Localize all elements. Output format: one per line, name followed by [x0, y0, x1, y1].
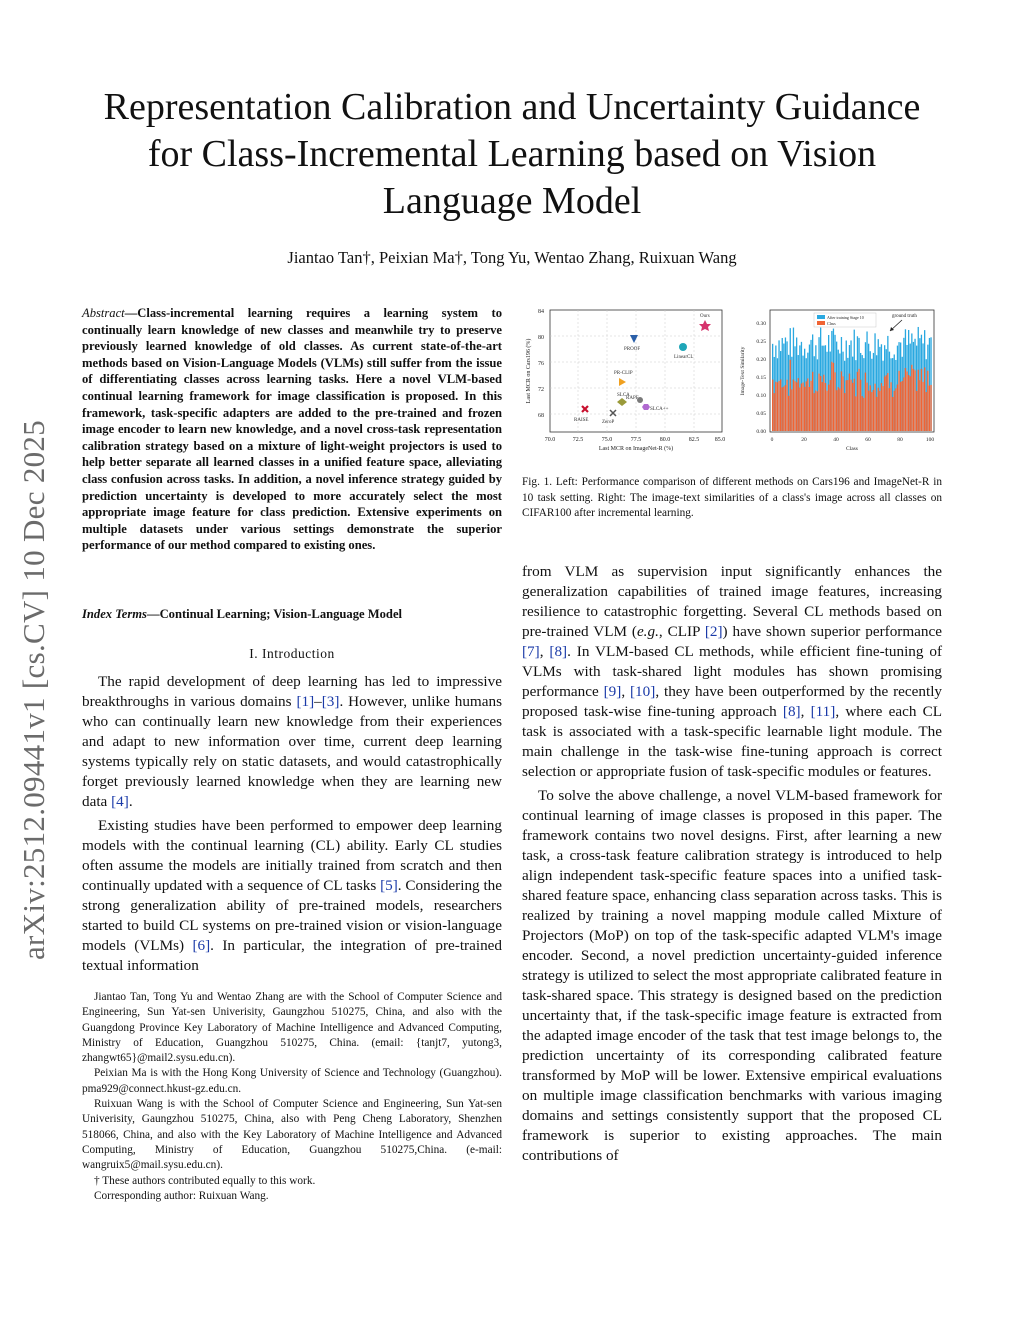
bar-class — [812, 372, 813, 431]
bar-class — [930, 385, 931, 431]
bar-class — [886, 375, 887, 431]
bar-class — [892, 397, 893, 431]
citation-link[interactable]: [10] — [630, 683, 656, 700]
bar-class — [785, 385, 786, 431]
bar-class — [863, 398, 864, 431]
x-tick: 75.0 — [601, 437, 613, 443]
point-label: SLCA — [617, 393, 630, 398]
y-tick: 80 — [538, 335, 544, 341]
legend-swatch — [817, 321, 825, 325]
y-tick: 76 — [538, 361, 544, 367]
bar-class — [790, 360, 791, 431]
bar-class — [836, 390, 837, 431]
figure-1 — [522, 300, 942, 460]
bar-class — [926, 392, 927, 431]
arxiv-stamp: arXiv:2512.09441v1 [cs.CV] 10 Dec 2025 — [16, 419, 51, 960]
bar-class — [927, 371, 928, 431]
bar-class — [897, 385, 898, 431]
bar-class — [905, 368, 906, 431]
bar-class — [914, 370, 915, 431]
bar-panel — [740, 310, 934, 452]
citation-link[interactable]: [6] — [192, 937, 211, 954]
bar-class — [831, 362, 832, 431]
bar-class — [854, 379, 855, 431]
point-label: PROOF — [624, 347, 641, 352]
bar-class — [918, 370, 919, 431]
citation-link[interactable]: [3] — [321, 693, 340, 710]
y-axis-label: Last MCR on Cars196 (%) — [526, 338, 532, 404]
bar-class — [898, 371, 899, 431]
author-list: Jiantao Tan†, Peixian Ma†, Tong Yu, Wentao Zhang, Ruixuan Wang — [287, 248, 737, 267]
y-tick: 0.30 — [756, 321, 766, 327]
citation-link[interactable]: [5] — [380, 877, 398, 894]
bar-class — [881, 383, 882, 431]
bar-class — [900, 382, 901, 431]
bar-class — [842, 376, 843, 431]
x-axis-label: Class — [846, 446, 858, 452]
bar-class — [833, 363, 834, 431]
bar-class — [903, 377, 904, 431]
x-tick: 85.0 — [714, 437, 726, 443]
legend-swatch — [817, 315, 825, 319]
citation-link[interactable]: [8] — [549, 643, 568, 660]
bar-class — [857, 372, 858, 431]
x-tick: 80.0 — [659, 437, 671, 443]
x-axis-label: Last MCR on ImageNet-R (%) — [598, 446, 674, 452]
bar-class — [815, 390, 816, 431]
bar-class — [871, 392, 872, 431]
y-tick: 0.10 — [756, 393, 766, 399]
index-terms-text: —Continual Learning; Vision-Language Model — [146, 607, 403, 621]
bar-class — [906, 371, 907, 431]
x-tick: 60 — [865, 437, 871, 443]
bar-class — [868, 391, 869, 431]
y-tick: 84 — [538, 309, 544, 315]
bar-class — [834, 372, 835, 431]
citation-link[interactable]: [9] — [603, 683, 622, 700]
bar-class — [924, 367, 925, 431]
bar-class — [788, 396, 789, 431]
paragraph: from VLM as supervision input significantly enhances the generalization capabilities of trained image features, increasing resilience to catastrophic forgetting. Several CL methods based on pre-trained VLM (e.g., CLIP [2]) have shown superior performance [7], [8]. In VLM-based CL methods, while efficient fine-tuning of VLMs with task-shared light modules has shown promising performance [9], [10], they have been outperformed by the recently proposed task-wise fine-tuning approach [8], [11], where each CL task is associated with a task-specific learnable light module. The main challenge in the task-wise fine-tuning approach is correct selection or appropriate fusion of task-specific modules or features. — [522, 563, 943, 780]
bar-class — [844, 393, 845, 431]
y-axis-label: Image-Text Similarity — [740, 346, 746, 396]
abstract-text: —Class-incremental learning requires a learning system to continually learn knowledge of new classes and meanwhile try to preserve previously learned knowledge of old classes. As current state-of-the-art methods based on Vision-Language Models (VLMs) still suffer from the issue of differentiating classes across learning tasks. Here a novel VLM-based continual learning framework for image classification is proposed. In this framework, task-specific adapters are added to the pre-trained and frozen image encoder to learn new knowledge, and a novel cross-task representation calibration strategy based on a mixture of light-weight projectors is used to help better separate all learned classes in a unified feature space, alleviating class confusion across tasks. In addition, a novel inference strategy guided by prediction uncertainty is developed to more accurately select the most appropriate image feature for class prediction. Extensive experiments on multiple datasets under various settings demonstrate the superior performance of our method compared to existing ones. — [82, 306, 502, 553]
bar-class — [884, 377, 885, 431]
bar-class — [807, 378, 808, 431]
bar-class — [780, 379, 781, 431]
bar-class — [908, 375, 909, 431]
point-label: SLCA++ — [650, 407, 669, 412]
bar-class — [822, 382, 823, 431]
scatter-panel — [525, 309, 725, 452]
paper-title: Representation Calibration and Uncertainty Guidance for Class-Incremental Learning based on Vision Language Model — [103, 86, 921, 222]
y-tick: 68 — [538, 413, 544, 419]
bar-class — [782, 387, 783, 431]
point-label: RAISE — [574, 418, 589, 423]
bar-class — [882, 386, 883, 431]
point-label: LinearCL — [674, 355, 694, 360]
footnotes — [82, 990, 502, 1204]
bar-class — [913, 369, 914, 431]
bar-class — [774, 393, 775, 431]
bar-class — [806, 381, 807, 431]
bar-class — [887, 373, 888, 431]
abstract-label: Abstract — [82, 306, 125, 320]
bar-class — [878, 388, 879, 431]
legend-label: Class — [827, 321, 836, 326]
citation-link[interactable]: [11] — [810, 703, 836, 720]
y-tick: 0.25 — [756, 339, 766, 345]
bar-class — [911, 365, 912, 431]
footnote: Corresponding author: Ruixuan Wang. — [94, 1189, 269, 1202]
bar-class — [778, 381, 779, 431]
figure-caption: Fig. 1. Left: Performance comparison of different methods on Cars196 and ImageNet-R in 10 task setting. Right: The image-text similarities of a class's image across all classes on CIFAR100 after incremental learning. — [522, 476, 942, 519]
bar-class — [814, 393, 815, 431]
x-tick: 70.0 — [544, 437, 556, 443]
paragraph: The rapid development of deep learning has led to impressive breakthroughs in various domains [1]–[3]. However, unlike humans who can continually learn new knowledge from their experiences and adapt to new information over time, current deep learning systems typically rely on static datasets, and would catastrophically forget previously learned knowledge when they are learning new data [4]. — [82, 673, 502, 810]
bar-class — [852, 383, 853, 431]
bar-class — [847, 380, 848, 431]
point-label: RAPF — [626, 396, 639, 401]
bar-class — [791, 389, 792, 431]
bar-class — [838, 387, 839, 431]
bar-class — [786, 380, 787, 431]
x-tick: 82.5 — [688, 437, 700, 443]
bar-class — [902, 381, 903, 431]
bar-class — [828, 385, 829, 431]
bar-class — [922, 382, 923, 431]
section-heading: I. Introduction — [249, 646, 335, 661]
bar-class — [817, 391, 818, 431]
bar-class — [919, 380, 920, 431]
footnote: Peixian Ma is with the Hong Kong University of Science and Technology (Guangzhou). pma929@connect.hkust-gz.edu.cn. — [82, 1067, 502, 1095]
bar-class — [849, 374, 850, 431]
footnote: † These authors contributed equally to this work. — [94, 1174, 316, 1187]
bar-class — [801, 384, 802, 431]
bar-class — [866, 383, 867, 431]
bar-class — [895, 388, 896, 431]
point-label: ZeroP — [602, 420, 615, 425]
bar-class — [793, 380, 794, 431]
x-tick: 40 — [833, 437, 839, 443]
bar-class — [874, 384, 875, 431]
point-label: PR-CLIP — [614, 371, 633, 376]
bar-class — [772, 380, 773, 431]
bar-class — [796, 382, 797, 431]
footnote: Jiantao Tan, Tong Yu and Wentao Zhang are with the School of Computer Science and Engineering, Sun Yat-sen Univerisity, Gaungzhou 510275, China, and also with the Guangdong Province Key Laboratory of Machine Intelligence and Advanced Computing, Ministry of Education, Guangzhou 510275, China. (email: {tanjt7, yutong3, zhangwt65}@mail2.sysu.edu.cn). — [82, 991, 502, 1065]
bar-class — [798, 378, 799, 431]
x-tick: 80 — [897, 437, 903, 443]
bar-class — [783, 387, 784, 431]
bar-class — [889, 388, 890, 431]
abstract — [82, 305, 502, 554]
bar-class — [916, 391, 917, 431]
intro-text — [82, 672, 502, 976]
bar-class — [823, 375, 824, 431]
bar-class — [865, 373, 866, 431]
index-terms — [82, 606, 502, 623]
y-tick: 0.20 — [756, 357, 766, 363]
point-marker — [679, 343, 687, 351]
bar-class — [858, 369, 859, 431]
bar-class — [921, 369, 922, 431]
index-terms-label: Index Terms — [82, 607, 147, 621]
bar-class — [799, 388, 800, 431]
bar-class — [794, 381, 795, 431]
paragraph: To solve the above challenge, a novel VLM-based framework for continual learning of image classes is proposed in this paper. The framework contains two novel designs. First, after learning a new task, a cross-task feature calibration strategy is introduced to help align independent task-specific feature spaces into a unified task-shared feature space, enhancing class separation across tasks. This is realized by training a novel mapping module called Mixture of Projectors (MoP) on top of the task-specific adapted VLM's image encoder. Second, a novel prediction uncertainty-guided inference strategy is utilized to select the most appropriate calibrated feature in task-shared space. This strategy is designed based on the prediction uncertainty that, if the task-specific image feature is extracted from the adapted image encoder of the task that test image belongs to, the prediction uncertainty of its corresponding calibrated feature transformed by MoP will be lower. Extensive empirical evaluations on multiple image classification benchmarks with various imaging domains and settings consistently support that the proposed CL framework is superior to existing approaches. The main contributions of — [522, 787, 942, 1164]
bar-class — [862, 396, 863, 431]
bar-class — [876, 397, 877, 431]
bar-class — [802, 383, 803, 431]
bar-class — [839, 388, 840, 431]
x-tick: 72.5 — [572, 437, 584, 443]
bar-class — [826, 391, 827, 431]
x-tick: 20 — [801, 437, 807, 443]
bar-class — [873, 390, 874, 431]
y-tick: 0.05 — [756, 411, 766, 417]
x-tick: 0 — [770, 437, 774, 443]
citation-link[interactable]: [4] — [111, 793, 129, 810]
bar-class — [855, 396, 856, 431]
point-label: Ours — [700, 314, 710, 319]
bar-class — [804, 387, 805, 431]
legend-label: After training Stage 10 — [827, 315, 864, 320]
bar-class — [850, 380, 851, 431]
ground-truth-annotation: ground truth — [892, 314, 917, 319]
bar-class — [809, 387, 810, 431]
bar-class — [929, 386, 930, 431]
bar-class — [910, 376, 911, 431]
bar-class — [879, 391, 880, 431]
citation-link[interactable]: [8] — [782, 703, 801, 720]
footnote: Ruixuan Wang is with the School of Computer Science and Engineering, Sun Yat-sen Univerisity, Gaungzhou 510275, China, also with Peng Cheng Laboratory, Shenzhen 518066, China, and also with the Key Laboratory of Machine Intelligence and Advanced Computing, Ministry of Education, Guangzhou 510275,China. (e-mail: wangruix5@mail.sysu.edu.cn). — [82, 1098, 502, 1172]
citation-link[interactable]: [2] — [704, 623, 723, 640]
bar-class — [775, 382, 776, 431]
bar-class — [841, 371, 842, 431]
bar-class — [830, 380, 831, 431]
bar-class — [870, 385, 871, 431]
bar-class — [894, 391, 895, 431]
bar-class — [846, 380, 847, 431]
x-tick: 100 — [925, 437, 935, 443]
x-tick: 77.5 — [630, 437, 642, 443]
right-column-text — [522, 562, 942, 1166]
bar-class — [820, 376, 821, 431]
bar-class — [818, 374, 819, 431]
y-tick: 0.15 — [756, 375, 766, 381]
y-tick: 0.00 — [756, 429, 766, 435]
bar-class — [825, 383, 826, 431]
y-tick: 72 — [538, 387, 544, 393]
bar-class — [890, 382, 891, 431]
bar-class — [860, 380, 861, 431]
bar-class — [777, 382, 778, 431]
bar-class — [810, 381, 811, 431]
paragraph: Existing studies have been performed to empower deep learning models with the continual learning (CL) ability. Early CL studies often assume the models are initially trained from scratch and then continually updated with a sequence of CL tasks [5]. Considering the strong generalization ability of pre-trained models, researchers started to build CL systems on pre-trained vision or vision-language models (VLMs) [6]. In particular, the integration of pre-trained textual information — [82, 817, 502, 974]
citation-link[interactable]: [7] — [522, 643, 540, 660]
citation-link[interactable]: [1] — [296, 693, 315, 710]
